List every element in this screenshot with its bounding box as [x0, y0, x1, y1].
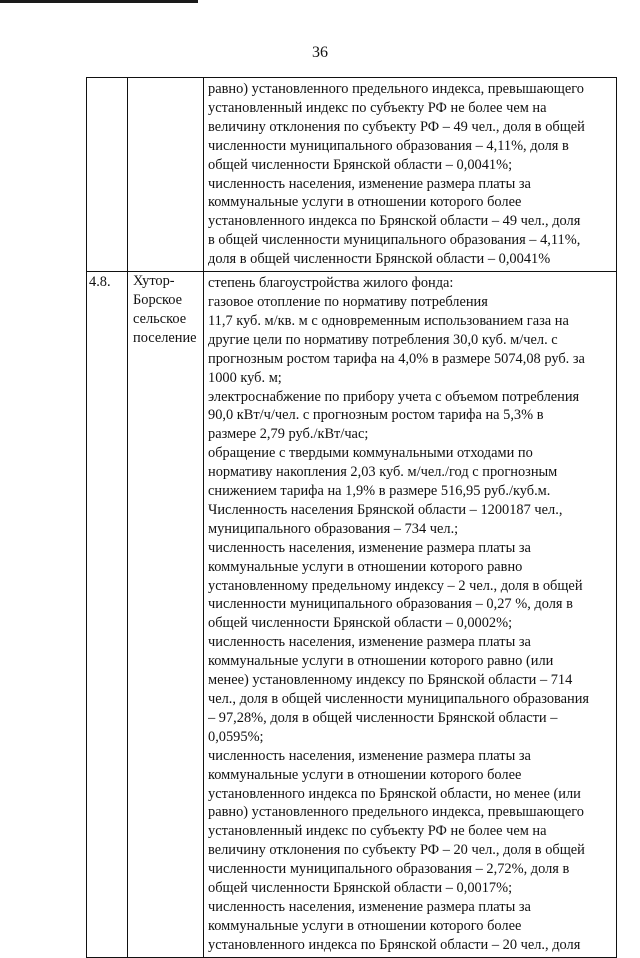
description-line: установленный индекс по субъекту РФ не более чем на [208, 99, 547, 116]
municipality-name-line: Борское [133, 291, 183, 308]
description-line: равно) установленного предельного индекса, превышающего [208, 81, 584, 97]
description-line: коммунальные услуги в отношении которого равно [208, 558, 523, 575]
municipality-cell [128, 272, 204, 958]
municipality-name-line: Хутор- [133, 273, 175, 290]
data-table [86, 77, 617, 958]
description-line: менее) установленному индексу по Брянской области – 714 [208, 672, 573, 689]
description-line: нормативу накопления 2,03 куб. м/чел./год с прогнозным [208, 464, 558, 481]
description-line: установленному предельному индексу – 2 чел., доля в общей [208, 577, 583, 594]
description-line: – 97,28%, доля в общей численности Брянской области – [208, 709, 558, 726]
description-line: численности муниципального образования – 0,27 %, доля в [208, 596, 573, 613]
description-line: общей численности Брянской области – 0,0017%; [208, 880, 513, 897]
description-line: численность населения, изменение размера платы за [208, 898, 531, 915]
row-number-cell [87, 272, 128, 958]
description-line: 90,0 кВт/ч/чел. с прогнозным ростом тарифа на 5,3% в [208, 407, 544, 424]
page-number: 36 [312, 44, 328, 61]
description-line: коммунальные услуги в отношении которого более [208, 194, 522, 211]
description-line: коммунальные услуги в отношении которого более [208, 766, 522, 783]
header-rule [0, 0, 198, 3]
description-line: 11,7 куб. м/кв. м с одновременным использованием газа на [208, 312, 569, 329]
description-cell [204, 272, 617, 958]
description-line: Численность населения Брянской области – 1200187 чел., [208, 501, 563, 518]
description-line: доля в общей численности Брянской области – 0,0041% [208, 251, 551, 268]
description-line: численность населения, изменение размера платы за [208, 747, 531, 764]
description-line: 1000 куб. м; [208, 369, 282, 386]
municipality-name-line: поселение [133, 329, 197, 346]
description-line: установленного индекса по Брянской области – 49 чел., доля [208, 213, 581, 230]
table-row [87, 272, 617, 958]
municipality-cell [128, 78, 204, 272]
row-number [87, 78, 127, 80]
description-line: другие цели по нормативу потребления 30,0 куб. м/чел. с [208, 331, 558, 348]
description-line: прогнозным ростом тарифа на 4,0% в размере 5074,08 руб. за [208, 350, 585, 367]
description-line: муниципального образования – 734 чел.; [208, 520, 459, 537]
description-line: установленного индекса по Брянской области, но менее (или [208, 785, 581, 802]
description-line: чел., доля в общей численности муниципального образования [208, 691, 590, 707]
description-line: в общей численности муниципального образования – 4,11%, [208, 232, 581, 249]
description-line: численность населения, изменение размера платы за [208, 175, 531, 192]
description-line: численности муниципального образования – 2,72%, доля в [208, 861, 570, 878]
description-line: 0,0595%; [208, 728, 264, 745]
row-number: 4.8. [89, 274, 111, 291]
description-line: коммунальные услуги в отношении которого более [208, 917, 522, 934]
description-line: численность населения, изменение размера платы за [208, 539, 531, 556]
description-line: установленного индекса по Брянской области – 20 чел., доля [208, 936, 581, 953]
description-line: электроснабжение по прибору учета с объемом потребления [208, 388, 580, 405]
description-line: равно) установленного предельного индекса, превышающего [208, 804, 584, 821]
description-line: общей численности Брянской области – 0,0002%; [208, 615, 513, 632]
description-line: установленный индекс по субъекту РФ не более чем на [208, 823, 547, 840]
description-line: численность населения, изменение размера платы за [208, 634, 531, 651]
description-line: размере 2,79 руб./кВт/час; [208, 426, 369, 443]
description-line: степень благоустройства жилого фонда: [208, 275, 454, 292]
table-row [87, 78, 617, 272]
table-body [87, 78, 617, 958]
description-line: снижением тарифа на 1,9% в размере 516,95 руб./куб.м. [208, 483, 551, 500]
row-number-cell [87, 78, 128, 272]
description-line: численности муниципального образования – 4,11%, доля в [208, 137, 569, 154]
description-line: величину отклонения по субъекту РФ – 49 чел., доля в общей [208, 118, 585, 135]
description-line: обращение с твердыми коммунальными отходами по [208, 445, 533, 462]
description-line: общей численности Брянской области – 0,0041%; [208, 156, 513, 173]
description-line: величину отклонения по субъекту РФ – 20 чел., доля в общей [208, 842, 585, 859]
municipality-name-line: сельское [133, 310, 187, 327]
description-line: коммунальные услуги в отношении которого равно (или [208, 653, 554, 670]
description-line: газовое отопление по нормативу потребления [208, 293, 488, 310]
description-cell [204, 78, 617, 272]
